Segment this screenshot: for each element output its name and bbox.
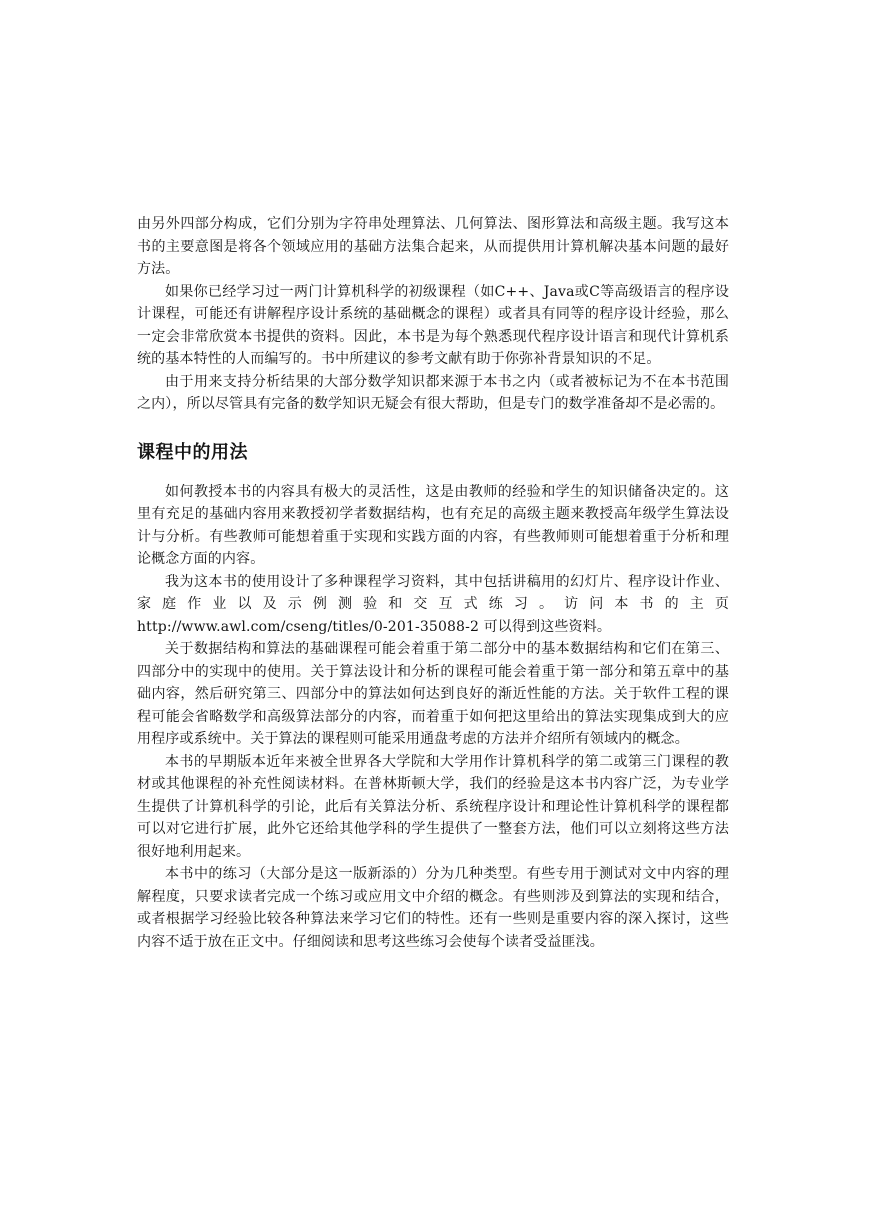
intro-paragraph-2: 如果你已经学习过一两门计算机科学的初级课程（如C++、Java或C等高级语言的程序设计课程，可能还有讲解程序设计系统的基础概念的课程）或者具有同等的程序设计经验，那么一定会非常欣赏本书提供的资料。因此，本书是为每个熟悉现代程序设计语言和现代计算机系统的基本特性的人而编写的。书中所建议的参考文献有助于你弥补背景知识的不足。: [137, 283, 729, 367]
section-paragraph-3: 关于数据结构和算法的基础课程可能会着重于第二部分中的基本数据结构和它们在第三、四部分中的实现中的使用。关于算法设计和分析的课程可能会着重于第一部分和第五章中的基础内容，然后研究第三、四部分中的算法如何达到良好的渐近性能的方法。关于软件工程的课程可能会省略数学和高级算法部分的内容，而着重于如何把这里给出的算法实现集成到大的应用程序或系统中。关于算法的课程则可能采用通盘考虑的方法并介绍所有领域内的概念。: [137, 641, 729, 747]
intro-paragraph-1: 由另外四部分构成，它们分别为字符串处理算法、几何算法、图形算法和高级主题。我写这本书的主要意图是将各个领域应用的基础方法集合起来，从而提供用计算机解决基本问题的最好方法。: [137, 216, 729, 277]
section-paragraph-1: 如何教授本书的内容具有极大的灵活性，这是由教师的经验和学生的知识储备决定的。这里有充足的基础内容用来教授初学者数据结构，也有充足的高级主题来教授高年级学生算法设计与分析。有些教师可能想着重于实现和实践方面的内容，有些教师则可能想着重于分析和理论概念方面的内容。: [137, 483, 729, 567]
section-paragraph-5: 本书中的练习（大部分是这一版新添的）分为几种类型。有些专用于测试对文中内容的理解程度，只要求读者完成一个练习或应用文中介绍的概念。有些则涉及到算法的实现和结合，或者根据学习经验比较各种算法来学习它们的特性。还有一些则是重要内容的深入探讨，这些内容不适于放在正文中。仔细阅读和思考这些练习会使每个读者受益匪浅。: [137, 866, 729, 950]
book-page: [137, 213, 729, 953]
section-heading: 课程中的用法: [137, 441, 248, 463]
section-paragraph-2: 我为这本书的使用设计了多种课程学习资料，其中包括讲稿用的幻灯片、程序设计作业、家庭作业以及示例测验和交互式练习。访问本书的主页 http://www.awl.com/cseng/titles/0-201-35088-2 可以得到这些资料。: [137, 573, 729, 635]
intro-paragraph-3: 由于用来支持分析结果的大部分数学知识都来源于本书之内（或者被标记为不在本书范围之内），所以尽管具有完备的数学知识无疑会有很大帮助，但是专门的数学准备却不是必需的。: [137, 373, 729, 412]
section-paragraph-4: 本书的早期版本近年来被全世界各大学院和大学用作计算机科学的第二或第三门课程的教材或其他课程的补充性阅读材料。在普林斯顿大学，我们的经验是这本书内容广泛，为专业学生提供了计算机科学的引论，此后有关算法分析、系统程序设计和理论性计算机科学的课程都可以对它进行扩展，此外它还给其他学科的学生提供了一整套方法，他们可以立刻将这些方法很好地利用起来。: [137, 753, 729, 860]
